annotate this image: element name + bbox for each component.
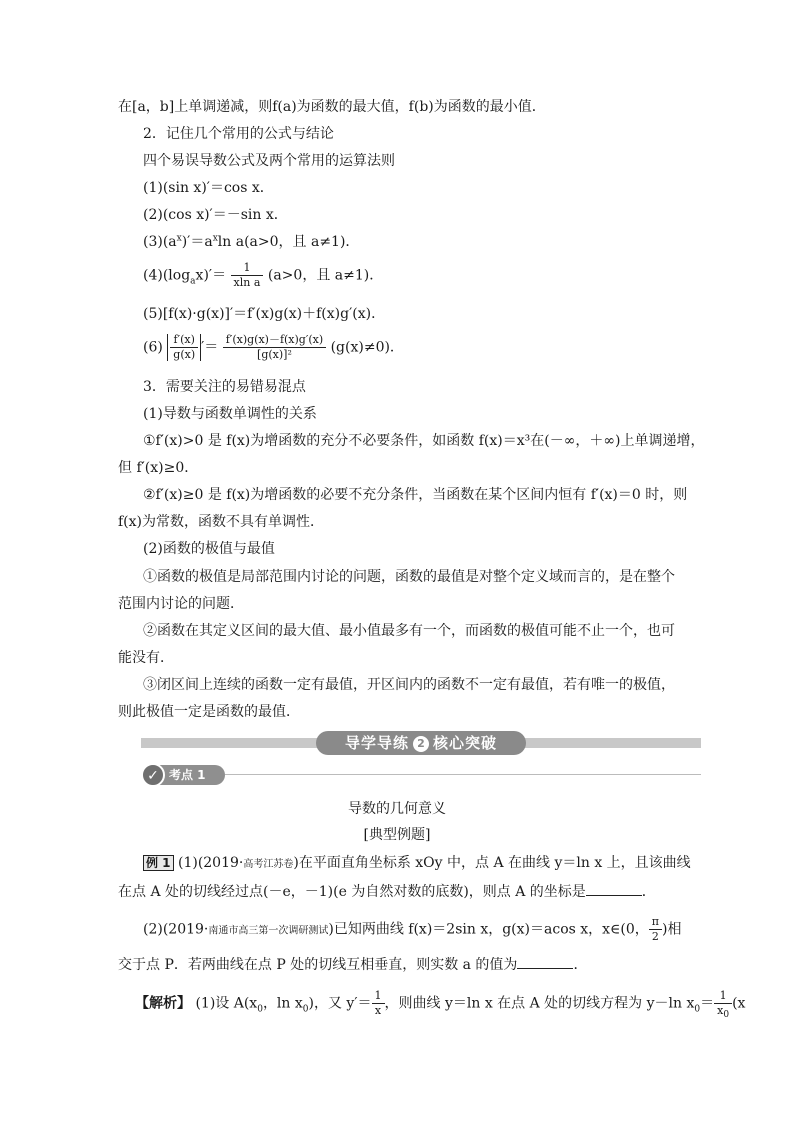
example-tag: 例 1: [143, 855, 174, 871]
banner-right-text: 核心突破: [433, 734, 498, 752]
text-span: (a>0，且 a≠1)．: [267, 267, 384, 284]
text-span: ，ln x: [262, 995, 303, 1012]
fraction: [223, 334, 326, 361]
text-span: x)′＝: [195, 267, 227, 284]
text-line: 能没有．: [118, 650, 174, 666]
text-span: (4)(log: [143, 267, 191, 284]
kaodian-tag: [143, 765, 225, 785]
text-span: ): [662, 921, 668, 938]
banner-title: [316, 731, 526, 755]
kaodian-label: 考点 1: [169, 768, 206, 782]
text-span: ＝: [700, 995, 715, 1012]
formula-line: [143, 233, 359, 251]
text-span: (6): [143, 339, 163, 356]
banner-badge: 2: [413, 736, 429, 752]
fraction-numerator: f′(x)g(x)－f(x)g′(x): [223, 334, 326, 348]
text-line: ②f′(x)≥0 是 f(x)为增函数的必要不充分条件，当函数在某个区间内恒有 f′(x)＝0 时，则: [143, 487, 688, 503]
section-heading: 2．记住几个常用的公式与结论: [143, 126, 334, 142]
text-line: ①函数的极值是局部范围内讨论的问题，函数的最值是对整个定义域而言的，是在整个: [143, 569, 675, 585]
text-span: (g(x)≠0)．: [330, 339, 404, 356]
fraction-numerator: 1: [714, 990, 732, 1004]
superscript: x: [212, 233, 218, 244]
text-span: (x: [732, 995, 746, 1012]
text-line: f(x)为常数，函数不具有单调性．: [118, 514, 325, 530]
section-heading: 3．需要关注的易错易混点: [143, 379, 306, 395]
fraction-denominator: g(x): [173, 348, 196, 361]
text-span: ln a(a>0，且 a≠1)．: [217, 234, 360, 250]
text-span: ，则曲线 y＝ln x 在点 A 处的切线方程为 y－ln x: [384, 995, 695, 1012]
example-line: [143, 854, 691, 874]
formula-line: (2)(cos x)′＝－sin x．: [143, 207, 288, 223]
example-line: [118, 881, 656, 901]
example-line: [118, 954, 587, 974]
text-line: ③闭区间上连续的函数一定有最值，开区间内的函数不一定有最值，若有唯一的极值，: [143, 677, 675, 693]
fraction-denominator: 2: [651, 930, 659, 943]
text-line: 但 f′(x)≥0．: [118, 460, 199, 476]
formula-line: (5)[f(x)·g(x)]′＝f′(x)g(x)＋f(x)g′(x)．: [143, 306, 386, 322]
fraction: [649, 916, 662, 943]
text-span: ′＝: [201, 339, 219, 356]
section-banner: [141, 731, 701, 755]
subscript: 0: [723, 1010, 730, 1021]
subscript: 0: [694, 1004, 701, 1015]
example-line: [143, 916, 681, 943]
text-span: (0，: [620, 921, 649, 938]
fraction-numerator: f′(x): [170, 334, 198, 348]
subscript: 0: [257, 1004, 263, 1015]
text-span: (2)(2019·: [143, 921, 209, 938]
answer-blank: [517, 954, 573, 969]
bracket-group: [167, 334, 201, 361]
answer-blank: [586, 881, 642, 896]
text-span: )′＝a: [181, 234, 213, 250]
text-line: ②函数在其定义区间的最大值、最小值最多有一个，而函数的极值可能不止一个，也可: [143, 623, 675, 639]
text-line: 则此极值一定是函数的最值．: [118, 704, 300, 720]
check-icon: ✓: [141, 763, 165, 787]
fraction: [170, 334, 198, 361]
solution-label: 【解析】: [135, 995, 191, 1012]
formula-line: [143, 334, 404, 361]
divider: [225, 774, 701, 775]
fraction: [714, 989, 732, 1021]
text-line: 四个易误导数公式及两个常用的运算法则: [143, 153, 395, 169]
text-line: (1)导数与函数单调性的关系: [143, 406, 317, 422]
text-span: (3)(a: [143, 234, 177, 250]
subscript: a: [190, 276, 196, 287]
text-span: 交于点 P．若两曲线在点 P 处的切线互相垂直，则实数 a 的值为: [118, 957, 518, 973]
text-span: )已知两曲线 f(x)＝2sin x，g(x)＝acos x，x∈: [328, 921, 621, 938]
solution-line: [135, 989, 746, 1021]
fraction-numerator: 1: [231, 262, 264, 276]
fraction-numerator: π: [649, 916, 662, 930]
fraction-denominator: [714, 1004, 732, 1021]
text-span: 在点 A 处的切线经过点(－e，－1)(e 为自然对数的底数)，则点 A 的坐标是: [118, 884, 586, 900]
text-line: 范围内讨论的问题．: [118, 596, 244, 612]
text-span: ．: [641, 884, 656, 900]
source-label: 南通市高三第一次调研测试: [208, 925, 329, 937]
subscript: 0: [302, 1004, 309, 1015]
fraction-denominator: [g(x)]²: [257, 348, 292, 361]
formula-line: [143, 262, 383, 289]
text-line: 在[a，b]上单调递减，则f(a)为函数的最大值，f(b)为函数的最小值．: [118, 99, 546, 115]
text-span: x: [717, 1004, 724, 1017]
fraction-denominator: xln a: [233, 276, 261, 289]
text-span: 相: [667, 921, 682, 938]
text-span: (1)设 A(x: [195, 995, 258, 1012]
fraction: [231, 262, 264, 289]
fraction: [372, 990, 385, 1017]
section-title: 导数的几何意义: [348, 801, 446, 817]
section-subtitle: [典型例题]: [363, 827, 431, 843]
text-span: (1)(2019·: [177, 855, 244, 871]
text-span: )在平面直角坐标系 xOy 中，点 A 在曲线 y＝ln x 上，且该曲线: [293, 855, 691, 871]
superscript: x: [176, 233, 182, 244]
text-span: )，又 y′＝: [308, 995, 372, 1012]
banner-left-text: 导学导练: [344, 734, 409, 752]
text-line: ①f′(x)>0 是 f(x)为增函数的充分不必要条件，如函数 f(x)＝x³在(－∞，＋∞)上单调递增，: [143, 433, 705, 449]
text-span: ．: [573, 957, 588, 973]
source-label: 高考江苏卷: [243, 859, 294, 870]
text-line: (2)函数的极值与最值: [143, 541, 275, 557]
fraction-denominator: x: [374, 1004, 382, 1017]
formula-line: (1)(sin x)′＝cos x．: [143, 180, 274, 196]
fraction-numerator: 1: [372, 990, 385, 1004]
